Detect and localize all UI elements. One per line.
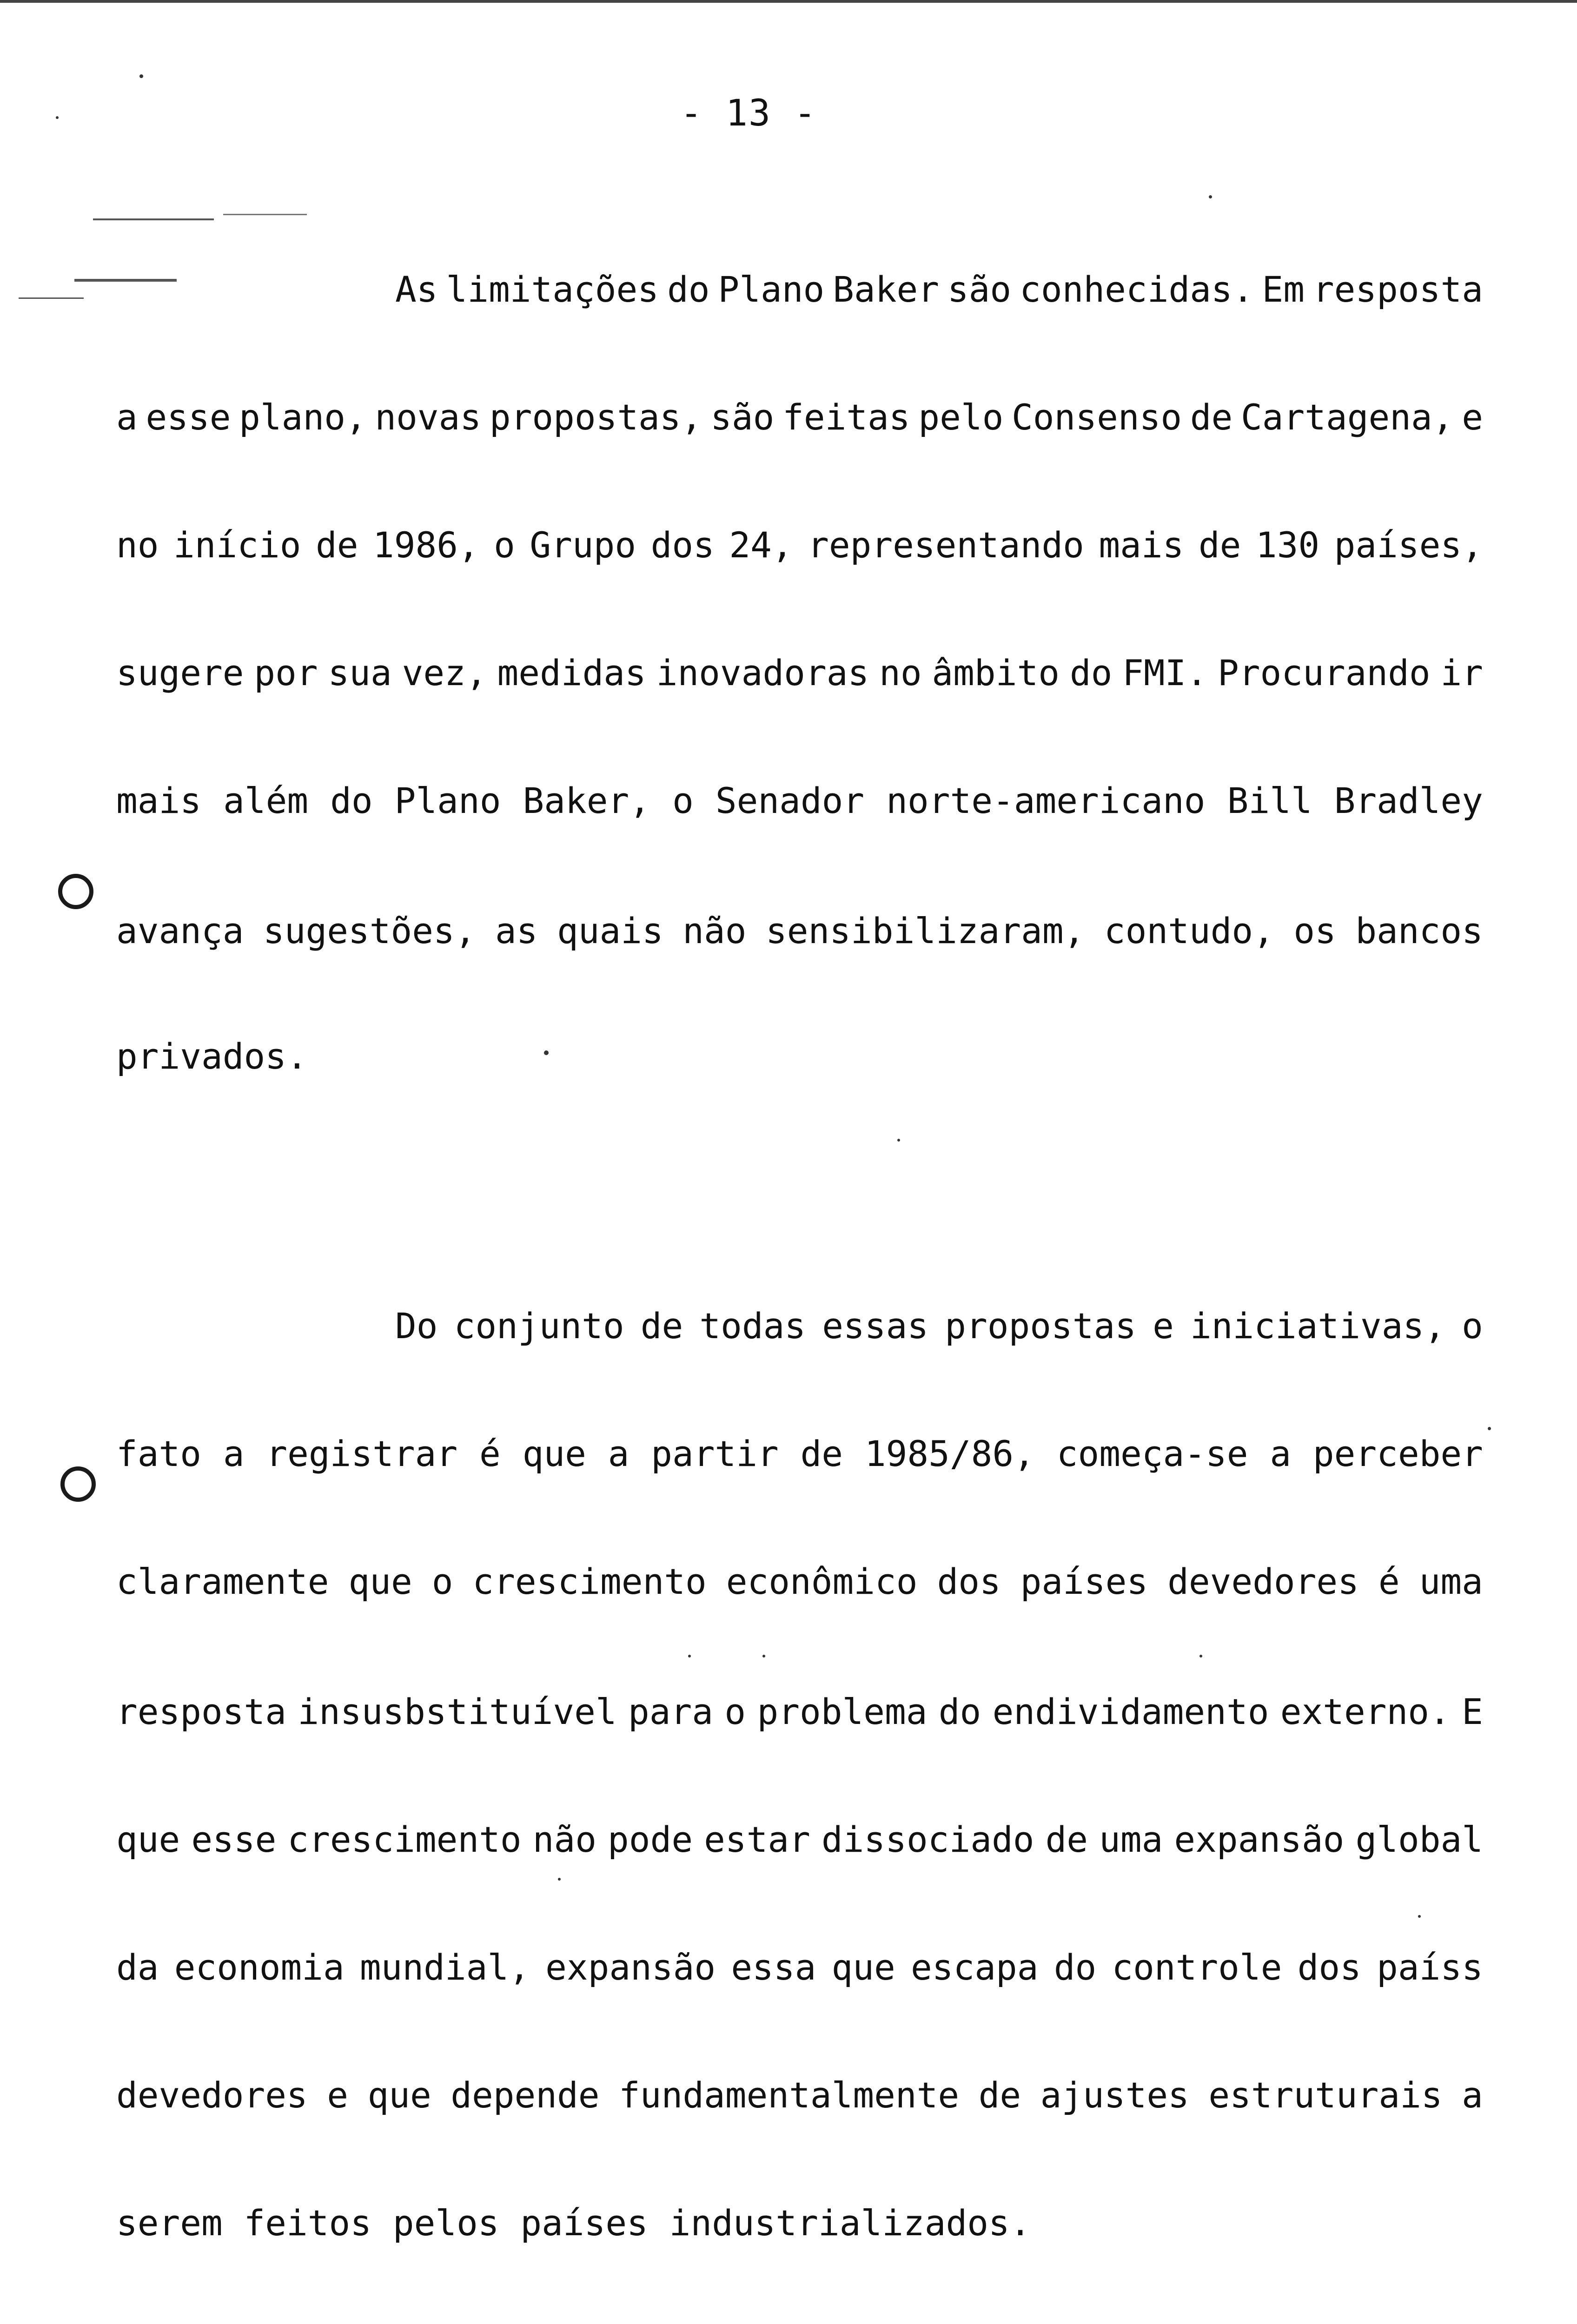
paragraph-1-line-7: privados. — [116, 1036, 308, 1077]
scan-artifact — [74, 279, 177, 282]
paragraph-2-line-8: serem feitos pelos países industrializados. — [116, 2202, 1031, 2244]
paragraph-1-line-3: no início de 1986, o Grupo dos 24, representando mais de 130 países, — [116, 524, 1483, 566]
punch-hole-icon — [58, 874, 93, 909]
scan-speck — [1418, 1915, 1421, 1918]
scan-speck — [762, 1655, 765, 1657]
paragraph-1-line-5: mais além do Plano Baker, o Senador norte-americano Bill Bradley — [116, 780, 1483, 821]
scan-speck — [139, 74, 143, 78]
paragraph-2-line-4: resposta insusbstituível para o problema do endividamento externo. E — [116, 1691, 1483, 1732]
paragraph-1-line-1: As limitações do Plano Baker são conhecidas. Em resposta — [395, 269, 1483, 310]
paragraph-1-line-6: avança sugestões, as quais não sensibilizaram, contudo, os bancos — [116, 910, 1483, 951]
paragraph-1-line-4: sugere por sua vez, medidas inovadoras no âmbito do FMI. Procurando ir — [116, 652, 1483, 693]
scan-artifact — [223, 214, 307, 215]
scan-artifact — [19, 297, 84, 299]
scan-speck — [558, 1878, 561, 1881]
paragraph-1-line-2: a esse plano, novas propostas, são feitas pelo Consenso de Cartagena, e — [116, 396, 1483, 438]
scan-speck — [1209, 195, 1212, 198]
scan-speck — [544, 1050, 549, 1055]
scan-speck — [1488, 1427, 1491, 1430]
paragraph-2-line-6: da economia mundial, expansão essa que escapa do controle dos paíss — [116, 1947, 1483, 1988]
punch-hole-icon — [60, 1466, 96, 1502]
scan-speck — [1199, 1655, 1202, 1657]
paragraph-2-line-7: devedores e que depende fundamentalmente de ajustes estruturais a — [116, 2074, 1483, 2116]
paragraph-2-line-5: que esse crescimento não pode estar dissociado de uma expansão global — [116, 1819, 1483, 1860]
scan-artifact — [93, 218, 214, 220]
paragraph-2-line-3: claramente que o crescimento econômico dos países devedores é uma — [116, 1561, 1483, 1602]
page-number: - 13 - — [680, 92, 817, 134]
paragraph-2-line-1: Do conjunto de todas essas propostas e iniciativas, o — [395, 1305, 1483, 1347]
top-edge-rule — [0, 0, 1577, 3]
scan-speck — [688, 1655, 691, 1657]
scan-speck — [897, 1139, 900, 1142]
paragraph-2-line-2: fato a registrar é que a partir de 1985/86, começa-se a perceber — [116, 1433, 1483, 1474]
scan-speck — [56, 116, 59, 119]
